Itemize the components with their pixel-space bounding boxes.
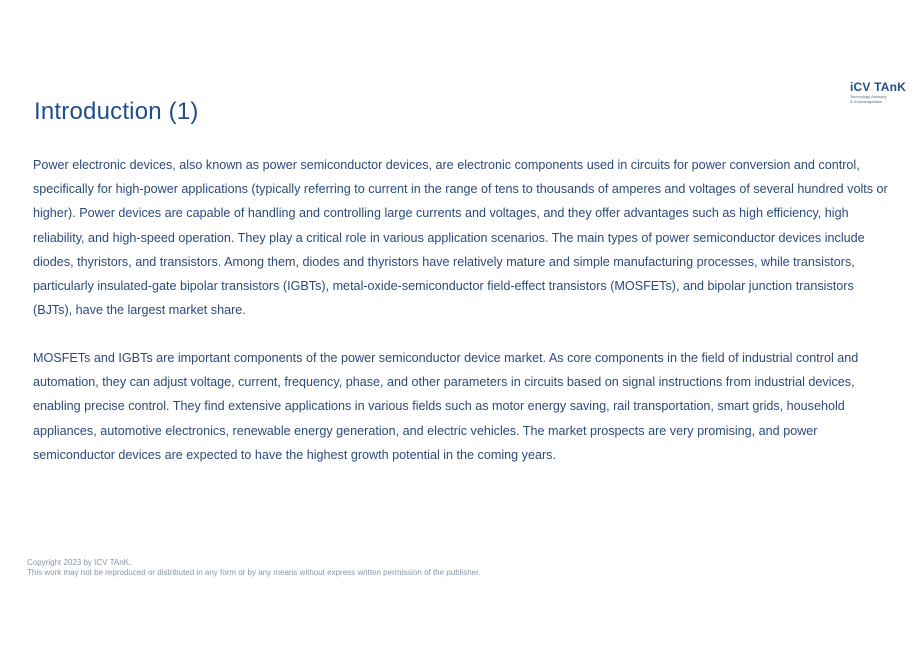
page-title: Introduction (1) [34, 98, 199, 125]
company-logo [850, 81, 910, 104]
intro-paragraph-1: Power electronic devices, also known as power semiconductor devices, are electronic components used in circuits for power conversion and control, specifically for high-power applications (typically referring to current in the range of tens to thousands of amperes and voltages of several hundred volts or higher). Power devices are capable of handling and controlling large currents and voltages, and they offer advantages such as high efficiency, high reliability, and high-speed operation. They play a critical role in various application scenarios. The main types of power semiconductor devices include diodes, thyristors, and transistors. Among them, diodes and thyristors have relatively mature and simple manufacturing processes, while transistors, particularly insulated-gate bipolar transistors (IGBTs), metal-oxide-semiconductor field-effect transistors (MOSFETs), and bipolar junction transistors (BJTs), have the largest market share. [33, 158, 888, 318]
copyright-text: Copyright 2023 by ICV TAnK. [27, 558, 132, 567]
logo-tagline-2: & Knowledgebase [850, 99, 883, 104]
rights-notice: This work may not be reproduced or distributed in any form or by any means without express written permission of the publisher. [27, 568, 481, 577]
intro-paragraph-2: MOSFETs and IGBTs are important components of the power semiconductor device market. As core components in the field of industrial control and automation, they can adjust voltage, current, frequency, phase, and other parameters in circuits based on signal instructions from industrial devices, enabling precise control. They find extensive applications in various fields such as motor energy saving, rail transportation, smart grids, household appliances, automotive electronics, renewable energy generation, and electric vehicles. The market prospects are very promising, and power semiconductor devices are expected to have the highest growth potential in the coming years. [33, 351, 859, 462]
logo-wordmark: iCV TAnK [850, 80, 907, 94]
footer [27, 558, 481, 578]
logo-tagline-1: Technology Advisory [850, 94, 887, 99]
